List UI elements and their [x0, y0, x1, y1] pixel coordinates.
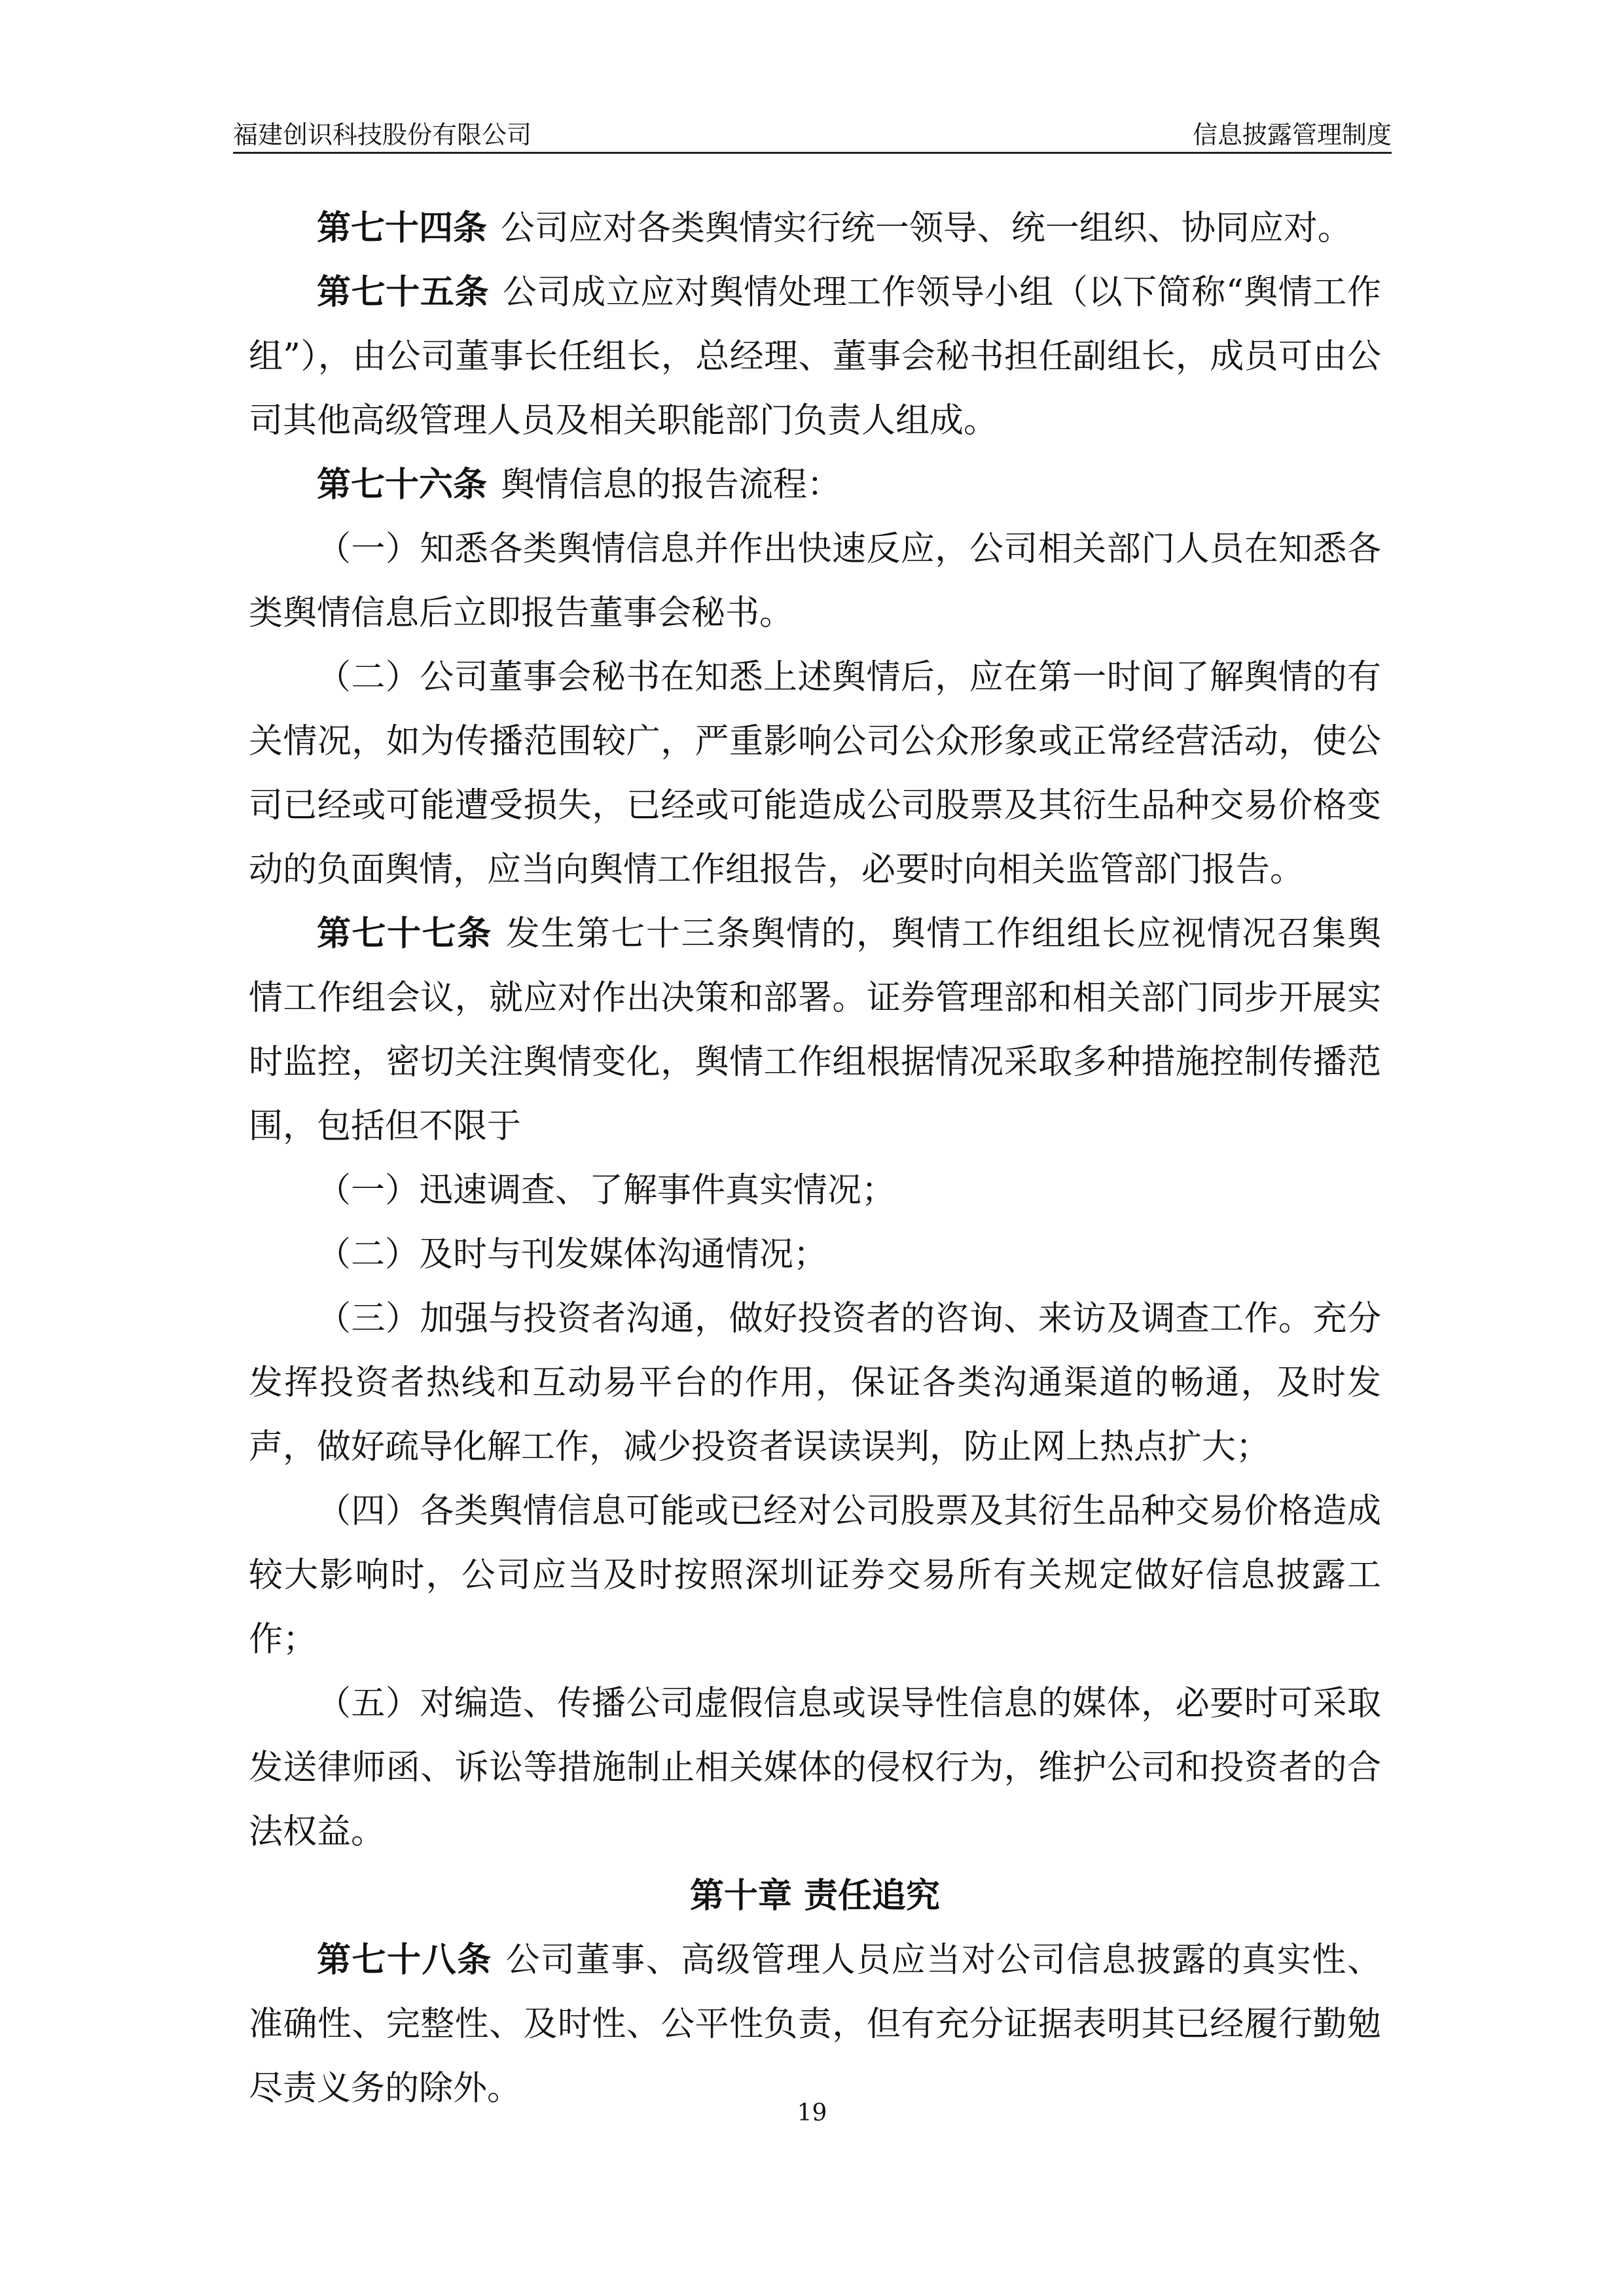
article-77-item-4: （四）各类舆情信息可能或已经对公司股票及其衍生品种交易价格造成较大影响时，公司应当及时按照深圳证券交易所有关规定做好信息披露工作；	[249, 1492, 1381, 1659]
page-header	[233, 115, 1392, 154]
header-doc-title: 信息披露管理制度	[1192, 120, 1392, 149]
article-78-text: 公司董事、高级管理人员应当对公司信息披露的真实性、准确性、完整性、及时性、公平性负责，但有充分证据表明其已经履行勤勉尽责义务的除外。	[249, 1941, 1381, 2108]
article-77-item-3: （三）加强与投资者沟通，做好投资者的咨询、来访及调查工作。充分发挥投资者热线和互动易平台的作用，保证各类沟通渠道的畅通，及时发声，做好疏导化解工作，减少投资者误读误判，防止网上热点扩大；	[249, 1299, 1381, 1467]
article-77-item-2: （二）及时与刊发媒体沟通情况；	[317, 1235, 828, 1274]
article-77-text: 发生第七十三条舆情的，舆情工作组组长应视情况召集舆情工作组会议，就应对作出决策和部署。证券管理部和相关部门同步开展实时监控，密切关注舆情变化，舆情工作组根据情况采取多种措施控制传播范围，包括但不限于	[249, 914, 1381, 1146]
article-75	[249, 260, 1381, 453]
article-78	[249, 1928, 1381, 2121]
article-77-item-5: （五）对编造、传播公司虚假信息或误导性信息的媒体，必要时可采取发送律师函、诉讼等措施制止相关媒体的侵权行为，维护公司和投资者的合法权益。	[249, 1684, 1381, 1852]
article-77-item-1: （一）迅速调查、了解事件真实情况；	[317, 1171, 896, 1210]
article-76-text: 舆情信息的报告流程：	[500, 465, 841, 505]
document-body	[249, 196, 1381, 2121]
article-74	[249, 196, 1381, 260]
article-78-label: 第七十八条	[317, 1940, 492, 1980]
article-75-text: 公司成立应对舆情处理工作领导小组（以下简称“舆情工作组”），由公司董事长任组长，总经理、董事会秘书担任副组长，成员可由公司其他高级管理人员及相关职能部门负责人组成。	[249, 273, 1381, 440]
article-76-item-2: （二）公司董事会秘书在知悉上述舆情后，应在第一时间了解舆情的有关情况，如为传播范围较广，严重影响公司公众形象或正常经营活动，使公司已经或可能遭受损失，已经或可能造成公司股票及其衍生品种交易价格变动的负面舆情，应当向舆情工作组报告，必要时向相关监管部门报告。	[249, 658, 1381, 889]
article-76-item-1: （一）知悉各类舆情信息并作出快速反应，公司相关部门人员在知悉各类舆情信息后立即报告董事会秘书。	[249, 529, 1381, 633]
article-74-text: 公司应对各类舆情实行统一领导、统一组织、协同应对。	[500, 209, 1352, 248]
article-74-label: 第七十四条	[317, 208, 488, 248]
chapter-10-title: 第十章 责任追究	[689, 1876, 941, 1916]
article-77-label: 第七十七条	[317, 914, 492, 954]
article-75-label: 第七十五条	[317, 272, 490, 312]
header-company: 福建创识科技股份有限公司	[233, 120, 532, 149]
article-76	[249, 453, 1381, 517]
article-76-label: 第七十六条	[317, 465, 488, 505]
page-number: 19	[797, 2100, 827, 2126]
article-77	[249, 902, 1381, 1158]
